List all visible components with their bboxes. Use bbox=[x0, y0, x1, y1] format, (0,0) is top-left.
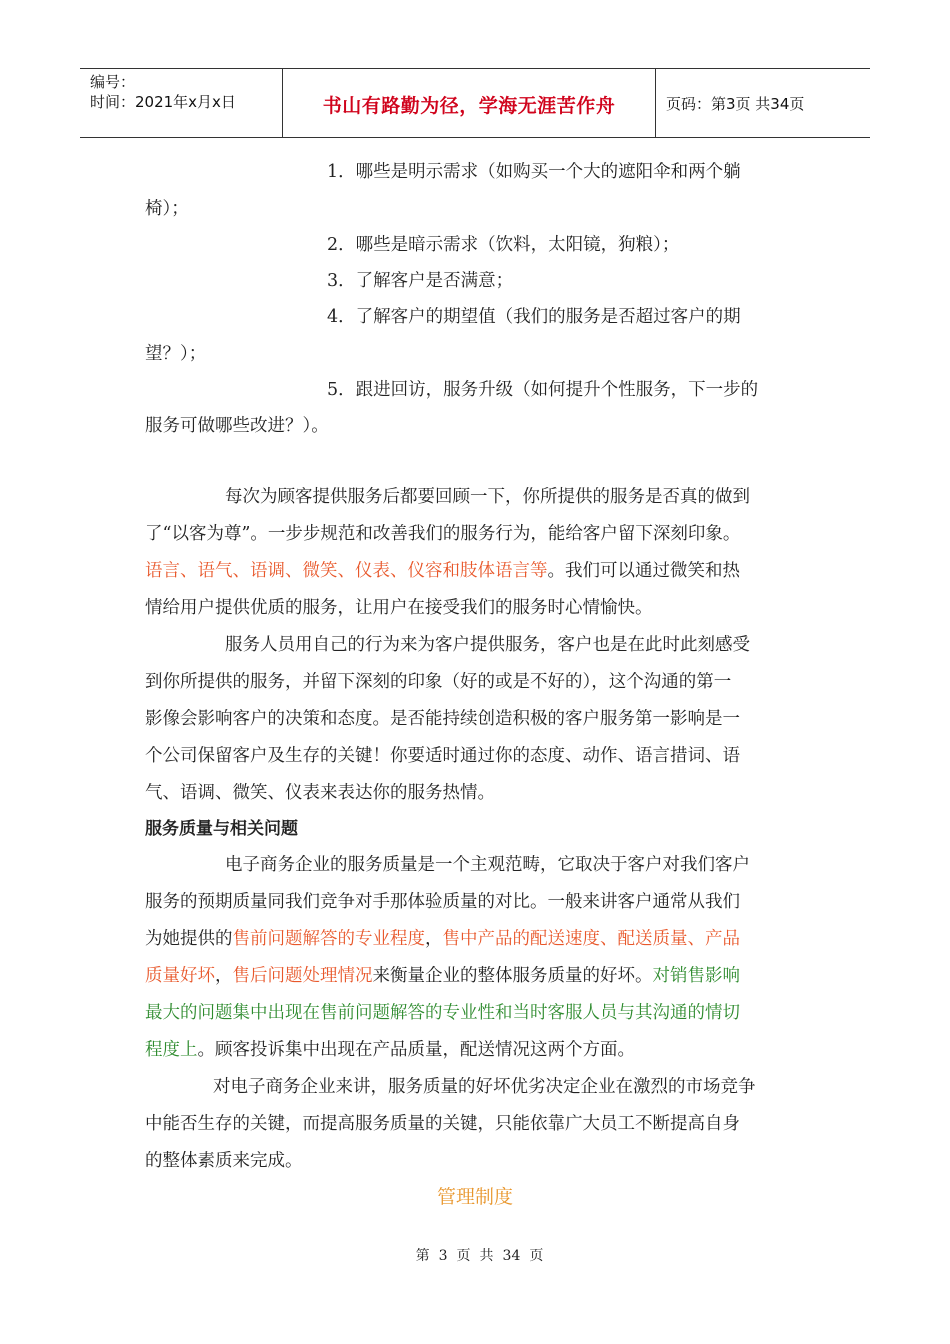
highlight-orange: 语言、语气、语调、微笑、仪表、仪容和肢体语言等 bbox=[145, 561, 548, 581]
section-title: 服务质量与相关问题 bbox=[145, 819, 298, 839]
footer-total-pages: 34 bbox=[502, 1248, 521, 1264]
list-item-5-cont: 服务可做哪些改进？）。 bbox=[145, 416, 329, 436]
para2-line5: 气、语调、微笑、仪表来表达你的服务热情。 bbox=[145, 783, 495, 803]
footer-heading: 管理制度 bbox=[436, 1186, 513, 1208]
footer-page-number: 3 bbox=[438, 1248, 448, 1264]
header-motto-cell bbox=[282, 69, 656, 137]
para3-line4-c: 来衡量企业的整体服务质量的好坏。 bbox=[372, 966, 653, 986]
para1-line2: 了“以客为尊”。一步步规范和改善我们的服务行为，能给客户留下深刻印象。 bbox=[145, 524, 741, 544]
para3-line3-b: ， bbox=[425, 929, 443, 949]
list-item-3: 3．了解客户是否满意； bbox=[327, 271, 514, 291]
highlight-green: 程度上 bbox=[145, 1040, 198, 1060]
para3-line1: 电子商务企业的服务质量是一个主观范畴，它取决于客户对我们客户 bbox=[225, 855, 750, 875]
para4-line2: 中能否生存的关键，而提高服务质量的关键，只能依靠广大员工不断提高自身 bbox=[145, 1114, 740, 1134]
para2-line3: 影像会影响客户的决策和态度。是否能持续创造积极的客户服务第一影响是一 bbox=[145, 709, 740, 729]
footer-text: 第 bbox=[415, 1248, 430, 1264]
list-item-1-cont: 椅）； bbox=[145, 199, 189, 219]
highlight-orange: 售后问题处理情况 bbox=[232, 966, 373, 986]
highlight-orange: 售前问题解答的专业程度 bbox=[232, 929, 425, 949]
footer-text: 页 bbox=[529, 1248, 544, 1264]
header-motto: 书山有路勤为径，学海无涯苦作舟 bbox=[322, 95, 616, 117]
list-item-2: 2．哪些是暗示需求（饮料，太阳镜，狗粮）； bbox=[327, 235, 680, 255]
para3-line2: 服务的预期质量同我们竞争对手那体验质量的对比。一般来讲客户通常从我们 bbox=[145, 892, 740, 912]
list-item-4: 4．了解客户的期望值（我们的服务是否超过客户的期 bbox=[327, 307, 741, 327]
header-page-info: 页码：第3页 共34页 bbox=[666, 95, 805, 113]
page-footer bbox=[0, 1245, 950, 1265]
para3-line3-a: 为她提供的 bbox=[145, 929, 233, 949]
para1-line3 bbox=[145, 559, 740, 583]
highlight-green: 对销售影响 bbox=[652, 966, 740, 986]
para3-line4 bbox=[145, 964, 740, 988]
header-time-label: 时间：2021年x月x日 bbox=[90, 93, 236, 111]
highlight-orange: 售中产品的配送速度、配送质量、产品 bbox=[442, 929, 740, 949]
footer-text: 页 bbox=[456, 1248, 471, 1264]
para3-line5: 最大的问题集中出现在售前问题解答的专业性和当时客服人员与其沟通的情切 bbox=[145, 1003, 740, 1023]
para3-line4-b: ， bbox=[215, 966, 233, 986]
para2-line4: 个公司保留客户及生存的关键！你要适时通过你的态度、动作、语言措词、语 bbox=[145, 746, 740, 766]
para2-line2: 到你所提供的服务，并留下深刻的印象（好的或是不好的），这个沟通的第一 bbox=[145, 672, 732, 692]
header-page-cell bbox=[656, 69, 870, 137]
para2-line1: 服务人员用自己的行为来为客户提供服务，客户也是在此时此刻感受 bbox=[225, 635, 750, 655]
highlight-orange: 质量好坏 bbox=[145, 966, 215, 986]
header-meta-cell bbox=[80, 69, 280, 137]
list-item-4-cont: 望？）； bbox=[145, 344, 207, 364]
footer-text: 共 bbox=[479, 1248, 494, 1264]
para3-line6 bbox=[145, 1038, 635, 1062]
list-item-5: 5．跟进回访，服务升级（如何提升个性服务，下一步的 bbox=[327, 380, 759, 400]
para1-line1: 每次为顾客提供服务后都要回顾一下，你所提供的服务是否真的做到 bbox=[225, 487, 750, 507]
para3-line3 bbox=[145, 927, 740, 951]
list-item-1: 1．哪些是明示需求（如购买一个大的遮阳伞和两个躺 bbox=[327, 162, 741, 182]
document-header bbox=[80, 68, 870, 138]
header-number-label: 编号： bbox=[90, 73, 136, 91]
para4-line1: 对电子商务企业来讲，服务质量的好坏优劣决定企业在激烈的市场竞争 bbox=[213, 1077, 756, 1097]
para1-line4: 情给用户提供优质的服务，让用户在接受我们的服务时心情愉快。 bbox=[145, 598, 653, 618]
para1-line3-rest: 。我们可以通过微笑和热 bbox=[547, 561, 740, 581]
para3-line6-rest: 。顾客投诉集中出现在产品质量，配送情况这两个方面。 bbox=[197, 1040, 635, 1060]
para4-line3: 的整体素质来完成。 bbox=[145, 1151, 303, 1171]
